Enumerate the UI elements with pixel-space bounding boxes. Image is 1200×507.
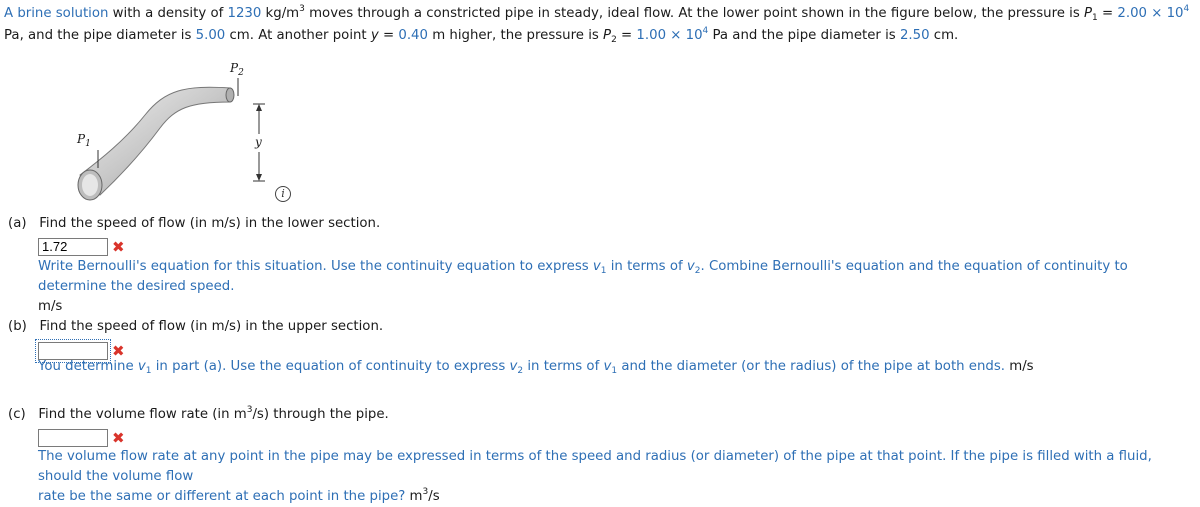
d2-value: 2.50 <box>899 28 930 43</box>
density-value: 1230 <box>227 6 262 21</box>
part-c-answer-input[interactable] <box>38 429 108 447</box>
upper-opening <box>226 88 234 102</box>
p1-value: 2.00 × 10 <box>1117 6 1184 21</box>
part-a-answer-input[interactable] <box>38 238 108 256</box>
part-b-hint: You determine $v_1$ in part (a). Use the equation of continuity to express $v_2$ in terms of $v_1$ and the diameter (or the radius) of the pipe at both ends. m/s <box>38 359 1034 376</box>
part-c-hint: The volume flow rate at any point in the pipe may be expressed in terms of the speed and radius (or diameter) of the pipe at that point. If the pipe is filled with a fluid, should the volume flow rate be the same or different at each point in the pipe? $m^3/s$ <box>38 449 1152 504</box>
part-b-question: (b) Find the speed of flow (in m/s) in the upper section. <box>8 319 384 334</box>
part-c-question: (c) Find the volume flow rate (in $m^3/s$) through the pipe. <box>8 405 389 422</box>
pipe-illustration <box>70 60 300 205</box>
x-mark-icon: ✖ <box>112 238 125 256</box>
y-value: 0.40 <box>398 28 428 43</box>
d1-value: 5.00 <box>195 28 226 43</box>
part-c-unit: $m^3/s$ <box>405 487 440 504</box>
part-a-question: (a) Find the speed of flow (in m/s) in the lower section. <box>8 216 381 231</box>
label-p1: $P_1$ <box>77 132 91 149</box>
part-b-unit: m/s <box>1005 359 1034 374</box>
x-mark-icon: ✖ <box>112 429 125 447</box>
brine-link: A brine solution <box>4 6 109 21</box>
problem-statement: A brine solution with a density of 1230 $kg/m^3$ moves through a constricted pipe in steady, ideal flow. At the lower point shown in the figure below, the pressure is $P_1 = 2.00 \times 10^4$ Pa, and the pipe diameter is 5.00 cm. At another point y = 0.40 m higher, the pressure is $P_2 = 1.00 \times 10^4$ Pa and the pipe diameter is 2.50 cm. <box>4 4 1190 45</box>
part-a-hint: Write Bernoulli's equation for this situation. Use the continuity equation to express $v_1$ in terms of $v_2$. Combine Bernoulli's equation and the equation of continuity to determine the desired speed. m/s <box>38 259 1128 314</box>
part-a-unit: m/s <box>38 299 63 314</box>
label-y: y <box>255 135 262 149</box>
p2-value: 1.00 × 10 <box>636 28 703 43</box>
label-p2: $P_2$ <box>230 61 244 78</box>
pipe-body <box>80 87 230 195</box>
pipe-figure <box>70 60 300 205</box>
x-mark-icon: ✖ <box>112 342 125 360</box>
info-icon[interactable]: i <box>275 186 291 202</box>
